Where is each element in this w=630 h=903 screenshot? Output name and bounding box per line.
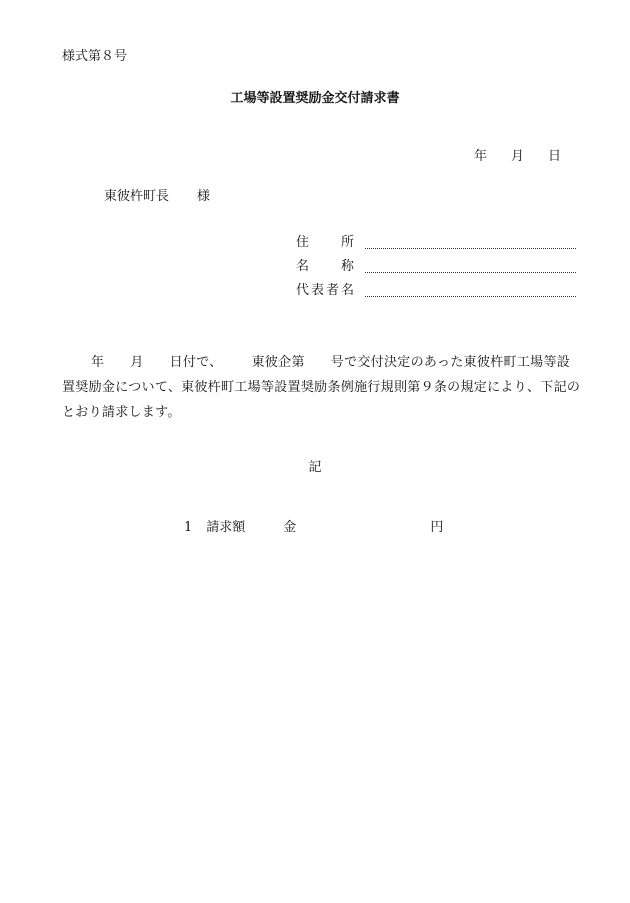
claim-unit: 円 [430, 520, 444, 535]
addressee [104, 190, 210, 203]
field-label-representative: 代表者名 [296, 283, 354, 298]
date-month-label: 月 [511, 149, 525, 164]
field-input-address[interactable] [365, 248, 576, 249]
claim-prefix: 金 [283, 520, 297, 535]
form-number: 様式第８号 [62, 49, 128, 64]
ki-heading: 記 [308, 460, 322, 475]
field-row-address [296, 236, 354, 249]
date-line [474, 150, 561, 163]
claim-label: 請求額 [206, 520, 246, 535]
body-day: 日付で、 [169, 355, 223, 370]
claim-number: 1 [184, 520, 193, 535]
request-body-paragraph [62, 350, 582, 425]
body-year: 年 [91, 355, 105, 370]
field-row-representative [296, 284, 354, 297]
field-row-name [296, 260, 354, 273]
addressee-name: 東彼杵町長 [104, 189, 170, 204]
field-label-address: 住所 [296, 235, 354, 250]
body-ref-prefix: 東彼企第 [251, 355, 305, 370]
addressee-honorific: 様 [197, 189, 211, 204]
body-month: 月 [130, 355, 144, 370]
document-title: 工場等設置奨励金交付請求書 [230, 91, 400, 106]
date-day-label: 日 [548, 149, 562, 164]
body-main-text: 号で交付決定のあった東彼杵町工場等設置奨励金について、東彼杵町工場等設置奨励条例施行規則第９条の規定により、下記のとおり請求します。 [62, 355, 581, 420]
field-input-representative[interactable] [365, 296, 576, 297]
field-label-name: 名称 [296, 259, 354, 274]
field-input-name[interactable] [365, 272, 576, 273]
date-year-label: 年 [474, 149, 488, 164]
claim-amount-line [184, 521, 443, 534]
